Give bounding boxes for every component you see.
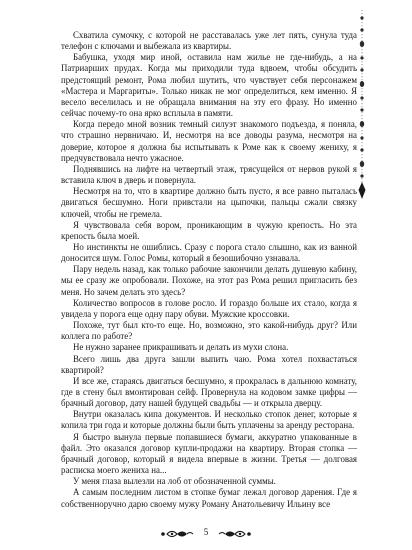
- paragraph: А самым последним листом в стопке бумаг лежал договор дарения. Где я собственноручно дарю своему мужу Роману Анатольевичу Ильину все: [61, 487, 357, 509]
- paragraph: У меня глаза вылезли на лоб от обозначенной суммы.: [73, 476, 276, 487]
- paragraph: Количество вопросов в голове росло. И гораздо больше их стало, когда я увидела у порога еще одну пару обуви. Мужские кроссовки.: [61, 297, 357, 319]
- paragraph: И все же, стараясь двигаться бесшумно, я прокралась в дальнюю комнату, где в стену был вмонтирован сейф. Провернула на кодовом замке цифры — брачный договор, дату нашей будущей свадьбы — и открыла дверцу.: [61, 375, 357, 409]
- page-number: 5: [203, 527, 209, 537]
- paragraph: Схватила сумочку, с которой не расставалась уже лет пять, сунула туда телефон с ключами и выбежала из квартиры.: [61, 30, 357, 52]
- body-text: [61, 30, 357, 510]
- paragraph: Я быстро вынула первые попавшиеся бумаги, аккуратно упакованные в файл. Это оказался договор купли-продажи на квартиру. Вторая стопка — брачный договор, который я видела впервые в жизни. Третья — долговая расписка моего жениха на...: [61, 431, 357, 476]
- paragraph: Не нужно заранее прикрашивать и делать из мухи слона.: [73, 342, 289, 353]
- footer-ornament-left-icon: [160, 528, 194, 540]
- paragraph: Поднявшись на лифте на четвертый этаж, трясущейся от нервов рукой я вставила ключ в дверь и повернула.: [61, 163, 357, 186]
- paragraph: Когда передо мной возник темный силуэт знакомого подъезда, я поняла, что страшно нервничаю. И, несмотря на все доводы разума, несмотря на доверие, которое я должна бы испытывать к Роме как к своему жениху, я предчувствовала нечто ужасное.: [61, 119, 357, 163]
- beaded-chain-ornament: [357, 10, 367, 200]
- paragraph: Внутри оказалась кипа документов. И несколько стопок денег, которые я копила три года и которые должны были быть уплачены за аренду ресторана.: [61, 409, 357, 431]
- paragraph: Я чувствовала себя вором, проникающим в чужую крепость. Но эта крепость была моей.: [61, 219, 357, 241]
- paragraph: Похоже, тут был кто-то еще. Но, возможно, это какой-нибудь друг? Или коллега по работе?: [61, 320, 357, 342]
- paragraph: Бабушка, уходя мир иной, оставила нам жилье не где-нибудь, а на Патриарших прудах. Когда мы приходили туда вдвоем, чтобы обсудить предстоящий ремонт, Рома любил шутить, что чувствует себя персонажем «Мастера и Маргариты». Только никак не мог определиться, кем именно. Я весело веселилась и не обращала внимания на эту его фразу. Но именно сейчас почему-то она ярко всплыла в памяти.: [61, 52, 357, 119]
- paragraph: Несмотря на то, что в квартире должно быть пусто, я все равно пыталась двигаться бесшумно. Ноги привстали на цыпочки, пальцы сжали связку ключей, чтобы не гремела.: [61, 186, 357, 219]
- paragraph: Всего лишь два друга зашли выпить чаю. Рома хотел похвастаться квартирой?: [61, 353, 357, 375]
- paragraph: Но инстинкты не ошиблись. Сразу с порога стало слышно, как из ванной доносится шум. Голос Ромы, который я безошибочно узнавала.: [61, 241, 357, 264]
- paragraph: Пару недель назад, как только рабочие закончили делать душевую кабину, мы ее сразу же опробовали. Похоже, на этот раз Рома решил пригласить без меня. Но зачем делать это здесь?: [61, 264, 357, 297]
- footer-ornament-right-icon: [218, 528, 252, 540]
